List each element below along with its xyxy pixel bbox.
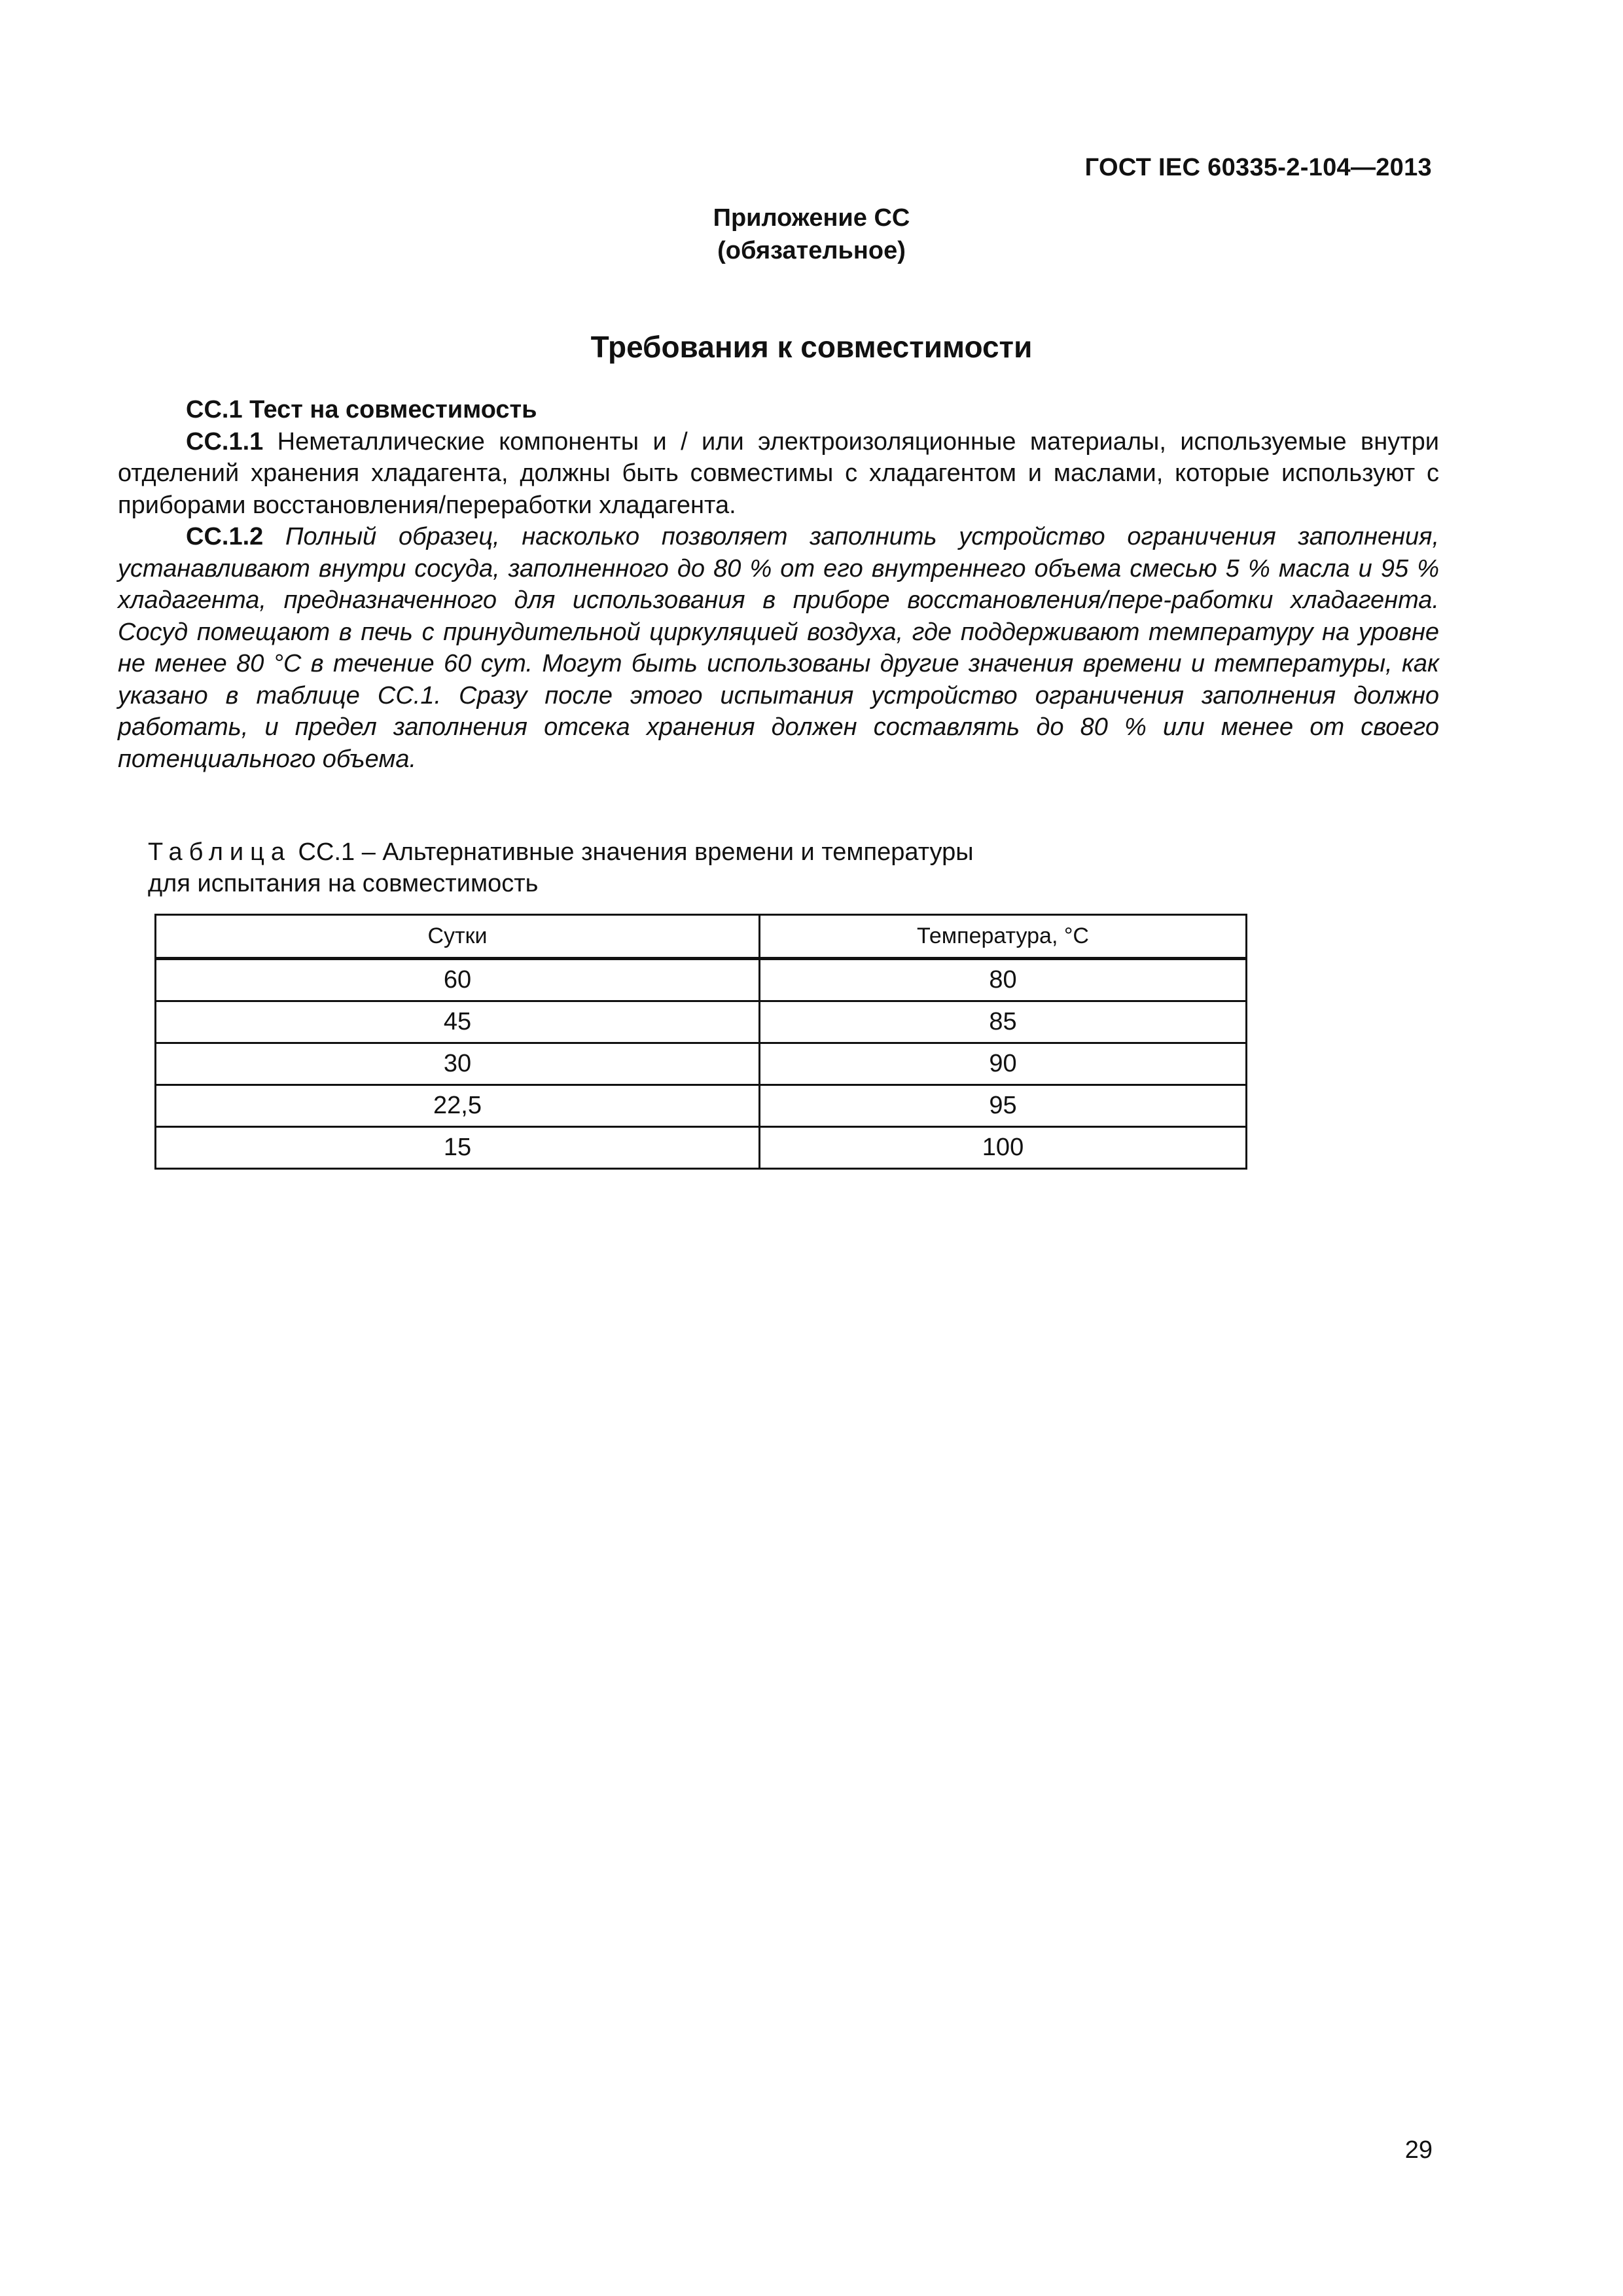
table-caption-title: СС.1 – Альтернативные значения времени и температуры [291, 838, 974, 866]
table-caption-word: Таблица [148, 838, 291, 866]
paragraph-text: Неметаллические компоненты и / или электроизоляционные материалы, используемые внутри отделений хранения хладагента, должны быть совместимы с хладагентом и маслами, которые используют с приборами восстановления/переработки хладагента. [118, 427, 1439, 519]
table-row [156, 1085, 1247, 1127]
annex-label: Приложение СС [713, 204, 910, 232]
annex-heading [0, 202, 1623, 267]
paragraph-cc-1-1 [118, 426, 1439, 522]
table-row [156, 1043, 1247, 1085]
table-caption-line-2: для испытания на совместимость [148, 870, 539, 897]
cell-days: 60 [156, 959, 760, 1001]
table-row [156, 1127, 1247, 1169]
data-table [154, 914, 1247, 1170]
paragraph-number: СС.1.1 [186, 427, 264, 456]
cell-days: 15 [156, 1127, 760, 1169]
table-caption [148, 836, 974, 899]
table-header-row [156, 915, 1247, 959]
table-row [156, 1001, 1247, 1043]
cell-temperature: 90 [760, 1043, 1247, 1085]
table-row [156, 959, 1247, 1001]
cell-temperature: 85 [760, 1001, 1247, 1043]
cell-temperature: 80 [760, 959, 1247, 1001]
section-body [118, 394, 1439, 775]
page-number: 29 [1404, 2136, 1433, 2164]
column-header-temperature: Температура, °С [760, 915, 1247, 959]
annex-status: (обязательное) [717, 237, 906, 264]
column-header-days: Сутки [156, 915, 760, 959]
cell-temperature: 100 [760, 1127, 1247, 1169]
annex-title: Требования к совместимости [590, 330, 1033, 364]
cell-temperature: 95 [760, 1085, 1247, 1127]
standard-code: ГОСТ IEC 60335-2-104—2013 [1084, 154, 1432, 181]
cell-days: 30 [156, 1043, 760, 1085]
paragraph-text: Полный образец, насколько позволяет заполнить устройство ограничения заполнения, устанавливают внутри сосуда, заполненного до 80 % от его внутреннего объема смесью 5 % масла и 95 % хладагента, предназначенного для использования в приборе восстановления/пере-работки хладагента. Сосуд помещают в печь с принудительной циркуляцией воздуха, где поддерживают температуру на уровне не менее 80 °С в течение 60 сут. Могут быть использованы другие значения времени и температуры, как указано в таблице СС.1. Сразу после этого испытания устройство ограничения заполнения должно работать, и предел заполнения отсека хранения должен составлять до 80 % или менее от своего потенциального объема. [118, 523, 1439, 773]
paragraph-cc-1-2 [118, 521, 1439, 775]
cell-days: 45 [156, 1001, 760, 1043]
cell-days: 22,5 [156, 1085, 760, 1127]
section-heading: СС.1 Тест на совместимость [186, 396, 537, 423]
table-caption-line-1 [148, 836, 974, 868]
paragraph-number: СС.1.2 [186, 523, 264, 550]
